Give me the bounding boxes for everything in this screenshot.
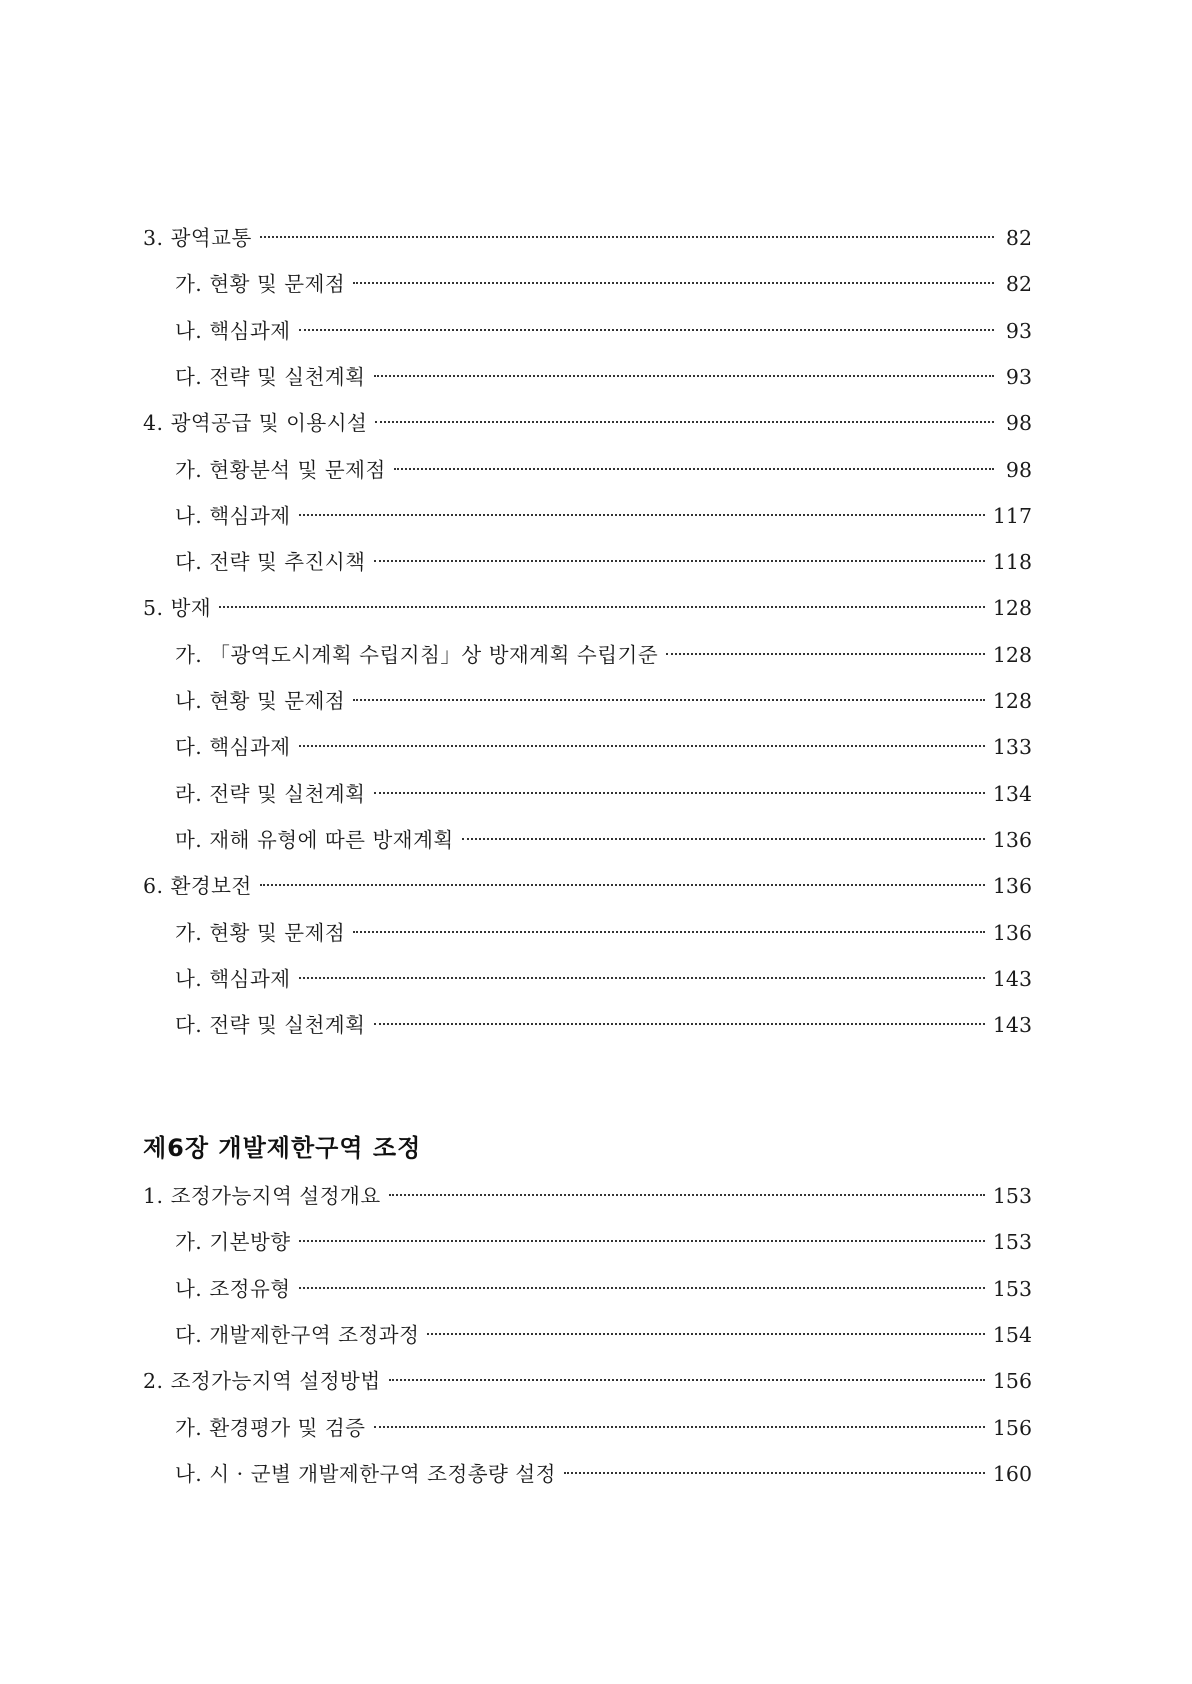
- dot-leader: [374, 792, 985, 794]
- dot-leader: [374, 1426, 985, 1428]
- dot-leader: [299, 745, 985, 747]
- toc-entry-page-number: 153: [992, 1184, 1032, 1208]
- toc-entry-page-number: 117: [992, 503, 1032, 528]
- toc-entry-page-number: 136: [992, 920, 1032, 945]
- toc-entry[interactable]: [175, 1227, 1032, 1257]
- toc-entry-page-number: 160: [992, 1461, 1032, 1486]
- toc-entry[interactable]: [175, 964, 1032, 994]
- toc-entry[interactable]: [175, 362, 1032, 392]
- toc-entry-page-number: 98: [1005, 411, 1032, 436]
- toc-entry[interactable]: [175, 779, 1032, 809]
- toc-entry-label: 나. 현황 및 문제점: [175, 689, 346, 713]
- toc-entry[interactable]: [143, 408, 1032, 438]
- dot-leader: [260, 236, 994, 238]
- dot-leader: [389, 1379, 985, 1381]
- toc-entry[interactable]: [175, 1320, 1032, 1350]
- toc-entry-page-number: 154: [992, 1322, 1032, 1347]
- dot-leader: [299, 329, 994, 331]
- toc-entry[interactable]: [143, 593, 1032, 623]
- toc-entry[interactable]: [175, 316, 1032, 346]
- toc-entry-page-number: 118: [992, 550, 1032, 575]
- dot-leader: [666, 653, 985, 655]
- toc-entry-page-number: 156: [992, 1415, 1032, 1440]
- toc-entry-label: 6. 환경보전: [143, 874, 252, 899]
- toc-entry-label: 가. 현황분석 및 문제점: [175, 457, 386, 482]
- dot-leader: [299, 1240, 985, 1242]
- toc-entry-page-number: 82: [1005, 226, 1032, 250]
- toc-entry-page-number: 153: [992, 1276, 1032, 1301]
- toc-entry[interactable]: [175, 732, 1032, 762]
- toc-entry-page-number: 136: [992, 827, 1032, 852]
- toc-entry-label: 2. 조정가능지역 설정방법: [143, 1369, 381, 1394]
- toc-entry-page-number: 128: [992, 689, 1032, 713]
- toc-entry[interactable]: [175, 547, 1032, 577]
- toc-entry-label: 다. 핵심과제: [175, 735, 291, 760]
- toc-entry-page-number: 93: [1005, 364, 1032, 389]
- toc-entry[interactable]: [175, 1010, 1032, 1040]
- dot-leader: [462, 838, 985, 840]
- dot-leader: [353, 282, 994, 284]
- toc-entry-page-number: 143: [992, 966, 1032, 991]
- toc-entry[interactable]: [175, 825, 1032, 855]
- toc-entry[interactable]: [143, 871, 1032, 901]
- dot-leader: [260, 884, 985, 886]
- toc-entry-page-number: 156: [992, 1369, 1032, 1394]
- dot-leader: [394, 468, 994, 470]
- toc-entry-page-number: 136: [992, 874, 1032, 899]
- dot-leader: [353, 931, 985, 933]
- toc-entry[interactable]: [175, 501, 1032, 531]
- chapter-title: 제6장 개발제한구역 조정: [143, 1134, 422, 1162]
- dot-leader: [299, 514, 985, 516]
- toc-entry-label: 나. 핵심과제: [175, 966, 291, 991]
- toc-entry-label: 1. 조정가능지역 설정개요: [143, 1184, 381, 1208]
- toc-entry-label: 다. 전략 및 실천계획: [175, 364, 366, 389]
- toc-entry[interactable]: [175, 918, 1032, 948]
- toc-entry-label: 가. 「광역도시계획 수립지침」상 방재계획 수립기준: [175, 642, 659, 667]
- dot-leader: [219, 606, 985, 608]
- toc-entry-page-number: 128: [992, 596, 1032, 621]
- toc-entry-label: 마. 재해 유형에 따른 방재계획: [175, 827, 454, 852]
- dot-leader: [374, 560, 985, 562]
- toc-entry-label: 가. 현황 및 문제점: [175, 920, 346, 945]
- toc-entry-label: 가. 환경평가 및 검증: [175, 1415, 366, 1440]
- dot-leader: [353, 699, 985, 701]
- dot-leader: [375, 421, 994, 423]
- dot-leader: [374, 1023, 985, 1025]
- toc-entry-page-number: 128: [992, 642, 1032, 667]
- toc-entry-page-number: 134: [992, 781, 1032, 806]
- toc-entry[interactable]: [175, 1274, 1032, 1304]
- toc-entry[interactable]: [175, 1413, 1032, 1443]
- toc-entry-label: 가. 현황 및 문제점: [175, 272, 346, 297]
- toc-entry-label: 나. 핵심과제: [175, 318, 291, 343]
- toc-entry-label: 가. 기본방향: [175, 1230, 291, 1255]
- toc-entry[interactable]: [175, 640, 1032, 670]
- dot-leader: [389, 1194, 985, 1196]
- toc-entry-label: 나. 조정유형: [175, 1276, 291, 1301]
- toc-entry-label: 다. 전략 및 추진시책: [175, 550, 366, 575]
- toc-entry-label: 나. 핵심과제: [175, 503, 291, 528]
- toc-entry-label: 4. 광역공급 및 이용시설: [143, 411, 368, 436]
- toc-entry[interactable]: [143, 1366, 1032, 1396]
- toc-entry[interactable]: [175, 455, 1032, 485]
- toc-entry-page-number: 93: [1005, 318, 1032, 343]
- toc-entry-label: 다. 전략 및 실천계획: [175, 1013, 366, 1038]
- toc-entry[interactable]: [175, 686, 1032, 716]
- toc-entry-page-number: 82: [1005, 272, 1032, 297]
- toc-entry-page-number: 98: [1005, 457, 1032, 482]
- dot-leader: [299, 977, 985, 979]
- toc-entry-page-number: 133: [992, 735, 1032, 760]
- toc-entry-label: 3. 광역교통: [143, 226, 252, 250]
- toc-entry[interactable]: [143, 223, 1032, 253]
- toc-entry-page-number: 143: [992, 1013, 1032, 1038]
- dot-leader: [427, 1333, 984, 1335]
- dot-leader: [374, 375, 995, 377]
- toc-entry-label: 나. 시 · 군별 개발제한구역 조정총량 설정: [175, 1461, 556, 1486]
- toc-entry-page-number: 153: [992, 1230, 1032, 1255]
- toc-entry[interactable]: [175, 269, 1032, 299]
- dot-leader: [299, 1287, 985, 1289]
- toc-entry-label: 5. 방재: [143, 596, 212, 621]
- toc-entry[interactable]: [143, 1181, 1032, 1211]
- toc-entry-label: 라. 전략 및 실천계획: [175, 781, 366, 806]
- toc-entry-label: 다. 개발제한구역 조정과정: [175, 1322, 420, 1347]
- toc-entry[interactable]: [175, 1459, 1032, 1489]
- dot-leader: [564, 1472, 985, 1474]
